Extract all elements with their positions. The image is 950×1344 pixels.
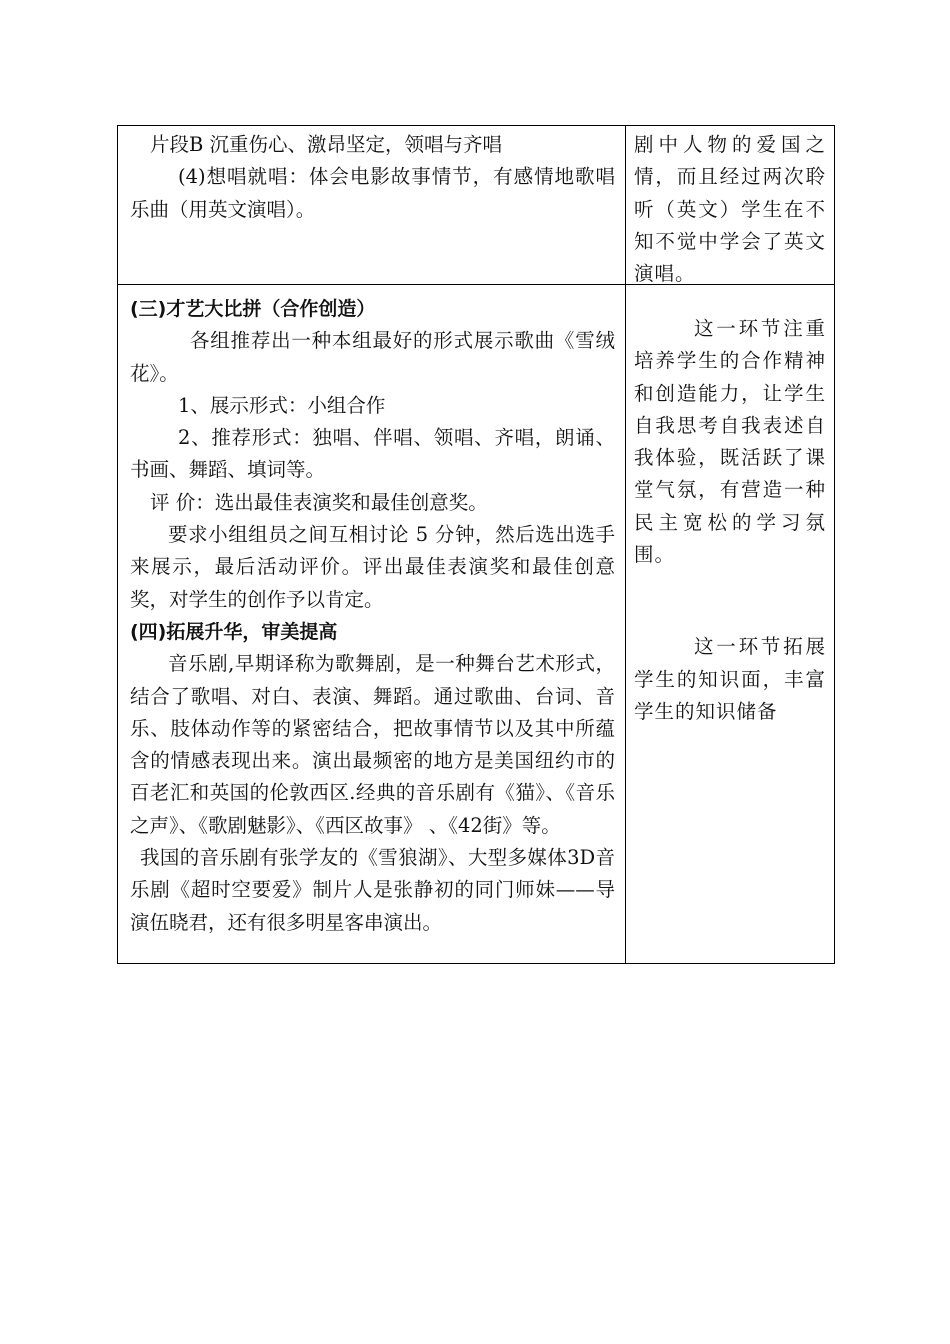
paragraph: 要求小组组员之间互相讨论 5 分钟，然后选出选手来展示，最后活动评价。评出最佳表演奖和最佳创意奖，对学生的创作予以肯定。 xyxy=(130,523,615,611)
sing-along-text: (4)想唱就唱：体会电影故事情节，有感情地歌唱乐曲（用英文演唱）。 xyxy=(130,165,615,221)
paragraph: 2、推荐形式：独唱、伴唱、领唱、齐唱，朗诵、书画、舞蹈、填词等。 xyxy=(130,426,615,482)
content-cell xyxy=(118,285,626,963)
table-row-continuation xyxy=(117,125,835,285)
section-three-heading: (三)才艺大比拼（合作创造） xyxy=(130,298,376,320)
section-four-note: 这一环节拓展学生的知识面，丰富学生的知识储备 xyxy=(634,635,826,723)
paragraph: 音乐剧,早期译称为歌舞剧，是一种舞台艺术形式，结合了歌唱、对白、表演、舞蹈。通过歌曲、台词、音乐、肢体动作等的紧密结合，把故事情节以及其中所蕴含的情感表现出来。演出最频密的地方是美国纽约市的百老汇和英国的伦敦西区.经典的音乐剧有《猫》、《音乐之声》、《歌剧魅影》、《西区故事》 、《42街》等。 xyxy=(130,652,615,837)
paragraph: 各组推荐出一种本组最好的形式展示歌曲《雪绒花》。 xyxy=(130,329,615,385)
segment-b-text: 片段B 沉重伤心、激昂坚定，领唱与齐唱 xyxy=(150,133,503,156)
design-note-cell xyxy=(626,285,836,963)
paragraph: 评 价：选出最佳表演奖和最佳创意奖。 xyxy=(150,490,488,514)
design-note-text: 剧中人物的爱国之情，而且经过两次聆听（英文）学生在不知不觉中学会了英文演唱。 xyxy=(634,133,826,286)
paragraph: 我国的音乐剧有张学友的《雪狼湖》、大型多媒体3D音乐剧《超时空要爱》制片人是张静初的同门师妹——导演伍晓君，还有很多明星客串演出。 xyxy=(130,846,615,934)
design-note-cell xyxy=(626,126,836,284)
paragraph: 1、展示形式：小组合作 xyxy=(178,393,386,417)
content-cell xyxy=(118,126,626,284)
spacer xyxy=(634,571,826,631)
section-three-note: 这一环节注重培养学生的合作精神和创造能力，让学生自我思考自我表述自我体验，既活跃了课堂气氛，有营造一种民主宽松的学习氛围。 xyxy=(634,317,826,567)
table-row-activities xyxy=(117,284,835,964)
section-four-heading: (四)拓展升华，审美提高 xyxy=(130,620,338,643)
